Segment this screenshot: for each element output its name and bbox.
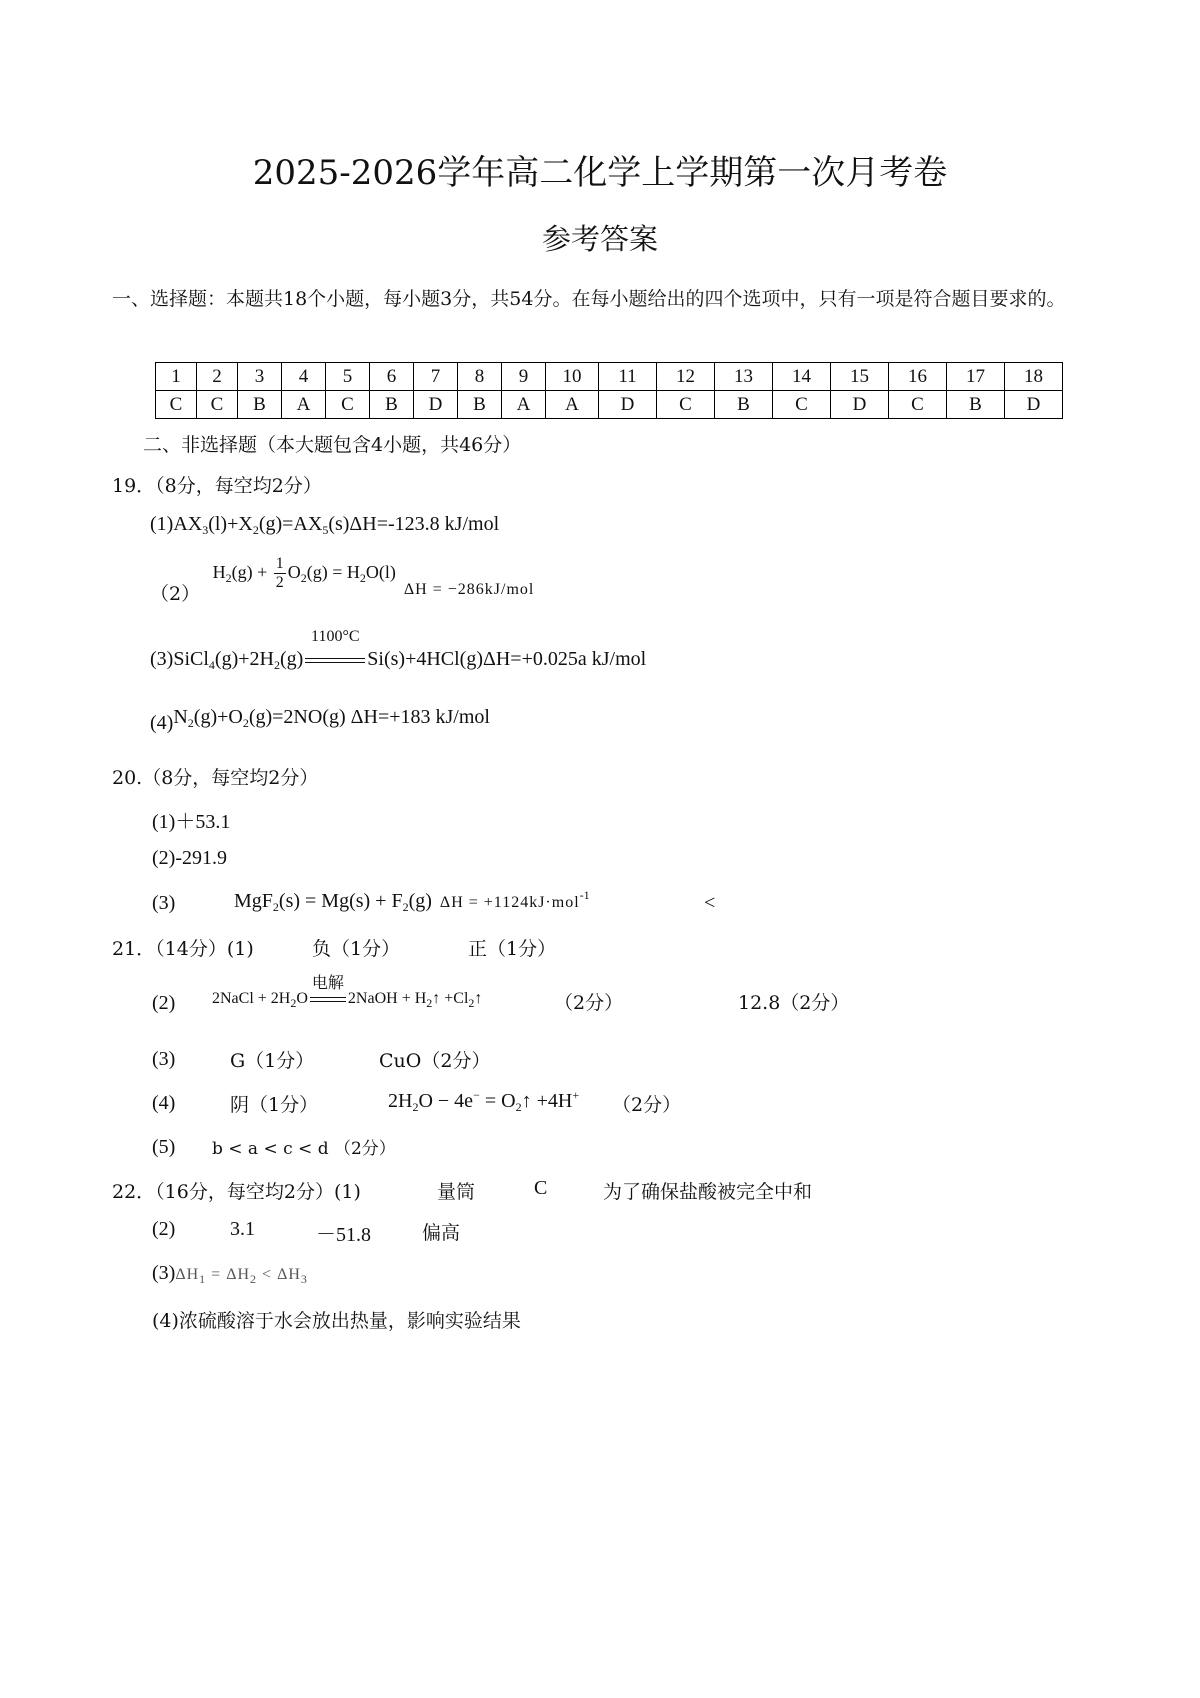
answer-table-question-number: 14 [773,363,831,391]
answer-table-question-number: 11 [599,363,657,391]
answer-table-answer: C [773,391,831,419]
answer-table-question-number: 6 [370,363,414,391]
q22-answer-3: $(3)\Delta H_1 = \Delta H_2 < \Delta H_3$ [152,1262,308,1286]
q21-answer-5: b < a < c < d （2分） [212,1139,396,1159]
answer-table-question-number: 16 [889,363,947,391]
answer-table-question-number: 12 [657,363,715,391]
answer-table-answer: D [1005,391,1063,419]
answer-table [155,362,1063,419]
q19-answer-4: $(4)N_2(g)+O_2(g)=2NO(g)$ ΔH=+183 kJ/mol [150,706,490,734]
answer-table-answer: C [197,391,238,419]
answer-table-answer: C [657,391,715,419]
electrolysis-condition: 电解 [308,990,348,1008]
q22-answer-2a: 3.1 [230,1218,255,1240]
answer-table-answer: B [715,391,773,419]
q19-answer-3: $(3)SiCl_4(g)+2H_2(g)$ 1100°C Si(s)+4HCl(g)ΔH=+0.025a kJ/mol [150,628,647,672]
answer-table-answer: B [238,391,282,419]
q19-answer-1: $(1)AX_3(l)+X_2(g)=AX_5(s)\Delta H=-123.8$ kJ/mol [150,513,500,537]
answer-table-question-number: 17 [947,363,1005,391]
q21-answer-5-label: (5) [152,1136,176,1158]
q21-header: 21．（14分）(1) [112,938,254,960]
answer-table-question-number: 9 [502,363,546,391]
answer-table-question-number: 10 [546,363,599,391]
q21-answer-3b: CuO（2分） [379,1050,491,1072]
answer-table-answer: D [599,391,657,419]
answer-table-answer: B [370,391,414,419]
q21-answer-2-label: (2) [152,992,176,1014]
answer-table-answer: B [458,391,502,419]
answer-table-number-row [156,363,1063,391]
section-1-instructions: 一、选择题：本题共18个小题，每小题3分，共54分。在每小题给出的四个选项中，只有一项是符合题目要求的。 [112,288,1066,310]
q20-answer-1: (1)＋53.1 [152,811,231,833]
q19-answer-2: （2） $H_2(g)$ + $\frac{1}{2}$ $O_2(g) = H_2O(l)\Delta H = -286kJ/mol$ [150,555,535,605]
answer-table-question-number: 7 [414,363,458,391]
q22-answer-1b: C [534,1177,548,1199]
q21-answer-4-equation: $2H_2O - 4e^-$ = $O_2↑ +4H^+$ [388,1088,580,1114]
answer-table-answer-row [156,391,1063,419]
q21-answer-3-label: (3) [152,1048,176,1070]
q21-answer-2-equation: 2NaCl + $2H_2O$ 电解 2NaOH + $H_2↑$ $+Cl_2↑$ [212,975,483,1010]
reaction-condition-arrow: 1100°C [303,648,367,671]
answer-table-answer: D [414,391,458,419]
answer-table-answer: D [831,391,889,419]
q20-answer-3-comparison: < [704,892,716,914]
answer-table-answer: A [546,391,599,419]
answer-table-question-number: 2 [197,363,238,391]
answer-table-question-number: 5 [326,363,370,391]
answer-table-answer: A [282,391,326,419]
q21-answer-3a: G（1分） [230,1050,315,1072]
answer-table-question-number: 13 [715,363,773,391]
q22-answer-4: (4)浓硫酸溶于水会放出热量，影响实验结果 [152,1310,521,1332]
page-subtitle: 参考答案 [541,222,658,256]
answer-table-question-number: 15 [831,363,889,391]
q21-answer-4a: 阴（1分） [230,1094,319,1116]
q19-header: 19．（8分，每空均2分） [112,475,322,497]
q22-answer-2c: 偏高 [422,1222,461,1244]
q21-answer-2b: 12.8（2分） [738,992,850,1014]
q22-answer-1c: 为了确保盐酸被完全中和 [603,1181,813,1203]
answer-table-answer: A [502,391,546,419]
page-title: 2025-2026学年高二化学上学期第一次月考卷 [252,153,948,193]
q21-answer-1a: 负（1分） [312,938,401,960]
answer-table-answer: B [947,391,1005,419]
fraction-one-half: $\frac{1}{2}$ [275,555,284,591]
q22-header: 22．（16分，每空均2分）(1) [112,1181,361,1203]
answer-table-question-number: 3 [238,363,282,391]
q22-answer-2b: －51.8 [316,1224,371,1246]
section-2-heading: 二、非选择题（本大题包含4小题，共46分） [143,434,522,456]
q21-answer-1b: 正（1分） [468,938,557,960]
q20-answer-2: (2)-291.9 [152,847,227,869]
q21-answer-2-score: （2分） [554,992,624,1014]
answer-table-answer: C [326,391,370,419]
answer-table-question-number: 18 [1005,363,1063,391]
q20-answer-3: (3) $MgF_2(s) = Mg(s) + F_2(g) \Delta H = +1124kJ\cdot mol^{-1}$ [152,888,590,914]
answer-table-answer: C [156,391,197,419]
q22-answer-2-label: (2) [152,1218,176,1240]
q21-answer-4-score: （2分） [612,1094,682,1116]
answer-table-question-number: 8 [458,363,502,391]
answer-table-question-number: 4 [282,363,326,391]
q21-answer-4-label: (4) [152,1092,176,1114]
answer-table-question-number: 1 [156,363,197,391]
q20-header: 20.（8分，每空均2分） [112,767,319,789]
q22-answer-1a: 量筒 [437,1181,476,1203]
answer-table-answer: C [889,391,947,419]
